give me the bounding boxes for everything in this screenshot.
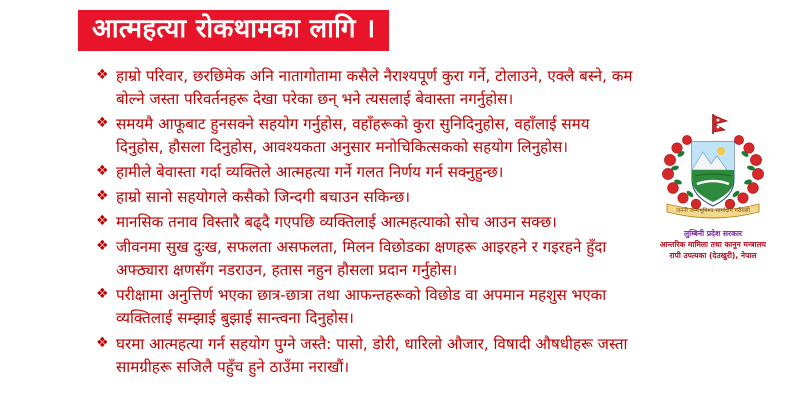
emblem-caption-line-2: आन्तरिक मामिला तथा कानुन मन्त्रालय bbox=[659, 240, 767, 249]
diamond-bullet-icon: ❖ bbox=[96, 66, 109, 83]
title-banner-wrap bbox=[0, 0, 806, 51]
list-item bbox=[96, 236, 640, 282]
list-item-text: समयमै आफूबाट हुनसक्ने सहयोग गर्नुहोस, वहाँहरूको कुरा सुनिदिनुहोस, वहाँलाई समय दिनुहोस, हौसला दिनुहोस, आवश्यकता अनुसार मनोचिकित्सकको सहयोग लिनुहोस। bbox=[116, 114, 590, 156]
list-item-text: परीक्षामा अनुत्तिर्ण भएका छात्र-छात्रा तथा आफन्तहरूको विछोड वा अपमान महशुस भएका व्यक्तिलाई सम्झाई बुझाई सान्त्वना दिनुहोस। bbox=[116, 286, 607, 328]
diamond-bullet-icon: ❖ bbox=[96, 114, 109, 131]
list-item-text: हाम्रो परिवार, छरछिमेक अनि नातागोतामा कसैले नैराश्यपूर्ण कुरा गर्ने, टोलाउने, एक्लै बस्ने, कम बोल्ने जस्ता परिवर्तनहरू देखा परेका छन् भने त्यसलाई बेवास्ता नगर्नुहोस। bbox=[116, 66, 633, 108]
list-item-text: मानसिक तनाव विस्तारै बढ्दै गएपछि व्यक्तिलाई आत्महत्याको सोच आउन सक्छ। bbox=[116, 213, 557, 232]
list-item-text: हामीले बेवास्ता गर्दा व्यक्तिले आत्महत्या गर्ने गलत निर्णय गर्न सक्नुहुन्छ। bbox=[116, 162, 504, 181]
list-item bbox=[96, 284, 640, 330]
diamond-bullet-icon: ❖ bbox=[96, 238, 109, 255]
crest-icon bbox=[647, 112, 779, 224]
list-item-text: हाम्रो सानो सहयोगले कसैको जिन्दगी बचाउन सकिन्छ। bbox=[116, 187, 411, 206]
emblem-caption-line-3: रापी उपत्यका (देउखुरी), नेपाल bbox=[669, 251, 757, 260]
emblem-caption bbox=[638, 228, 788, 261]
list-item bbox=[96, 186, 640, 209]
list-item bbox=[96, 65, 640, 111]
page-title: आत्महत्या रोकथामका लागि । bbox=[78, 10, 389, 51]
list-item bbox=[96, 211, 640, 234]
diamond-bullet-icon: ❖ bbox=[96, 334, 109, 351]
bullet-list bbox=[0, 65, 640, 379]
diamond-bullet-icon: ❖ bbox=[96, 286, 109, 303]
list-item bbox=[96, 333, 640, 379]
list-item-text: घरमा आत्महत्या गर्न सहयोग पुग्ने जस्तै: पासो, डोरी, धारिलो औजार, विषादी औषधीहरू जस्ता सामग्रीहरू सजिलै पहुँच हुने ठाउँमा नराखौं। bbox=[116, 334, 628, 376]
list-item bbox=[96, 113, 640, 159]
diamond-bullet-icon: ❖ bbox=[96, 187, 109, 204]
svg-text:जननी जन्मभूमिश्च स्वर्गादपि गर: जननी जन्मभूमिश्च स्वर्गादपि गरीयसी bbox=[676, 208, 750, 214]
list-item bbox=[96, 161, 640, 184]
diamond-bullet-icon: ❖ bbox=[96, 162, 109, 179]
emblem-caption-line-1: लुम्बिनी प्रदेश सरकार bbox=[683, 229, 743, 238]
list-item-text: जीवनमा सुख दुःख, सफलता असफलता, मिलन विछोडका क्षणहरू आइरहने र गइरहने हुँदा अफ्ठ्यारा क्षणसँग नडराउन, हतास नहुन हौसला प्रदान गर्नुहोस। bbox=[116, 238, 607, 280]
diamond-bullet-icon: ❖ bbox=[96, 213, 109, 230]
emblem bbox=[638, 112, 788, 261]
